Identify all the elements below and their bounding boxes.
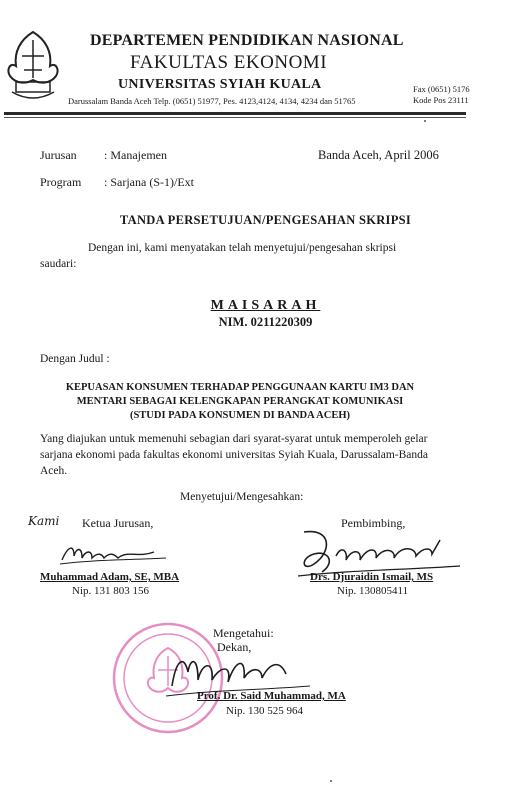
left-signatory-nip: Nip. 131 803 156	[72, 585, 149, 597]
student-name: MAISARAH	[210, 298, 321, 313]
student-nim: NIM. 0211220309	[218, 315, 313, 329]
letterhead-university: UNIVERSITAS SYIAH KUALA	[118, 77, 322, 92]
purpose-line3: Aceh.	[40, 465, 68, 477]
thesis-title	[40, 381, 440, 423]
left-signatory-name: Muhammad Adam, SE, MBA	[40, 571, 180, 583]
intro-text-cont: saudari:	[40, 258, 77, 270]
thesis-title-line2: MENTARI SEBAGAI KELENGKAPAN PERANGKAT KOMUNIKASI	[76, 396, 404, 407]
postal-code: Kode Pos 23111	[413, 95, 469, 105]
header-rule	[4, 112, 466, 115]
left-role: Ketua Jurusan,	[82, 516, 154, 530]
purpose-line1: Yang diajukan untuk memenuhi sebagian dari syarat-syarat untuk memperoleh gelar	[40, 433, 428, 445]
scan-speck	[424, 120, 426, 122]
jurusan-label: Jurusan	[40, 148, 77, 162]
dean-label-acknowledge: Mengetahui:	[213, 626, 274, 640]
letter-date: Banda Aceh, April 2006	[318, 148, 439, 162]
left-signature	[58, 538, 168, 568]
dean-name: Prof. Dr. Said Muhammad, MA	[197, 690, 346, 702]
letterhead-faculty: FAKULTAS EKONOMI	[130, 52, 328, 73]
letterhead-contact	[413, 84, 470, 106]
document-title: TANDA PERSETUJUAN/PENGESAHAN SKRIPSI	[119, 213, 412, 227]
university-logo	[2, 26, 64, 104]
fax-number: Fax (0651) 5176	[413, 84, 470, 94]
program-value: : Sarjana (S-1)/Ext	[104, 175, 194, 189]
header-rule-thin	[4, 117, 466, 118]
judul-label: Dengan Judul :	[40, 353, 110, 365]
thesis-title-line3: (STUDI PADA KONSUMEN DI BANDA ACEH)	[129, 410, 351, 421]
right-signatory-nip: Nip. 130805411	[337, 585, 409, 597]
scan-speck	[330, 780, 332, 782]
dean-label-title: Dekan,	[217, 640, 252, 654]
right-signatory-name: Drs. Djuraidin Ismail, MS	[310, 571, 434, 583]
program-label: Program	[40, 175, 82, 189]
dean-nip: Nip. 130 525 964	[226, 705, 303, 717]
approval-heading: Menyetujui/Mengesahkan:	[180, 491, 304, 503]
left-role-prefix: Kami	[28, 514, 60, 528]
purpose-line2: sarjana ekonomi pada fakultas ekonomi universitas Syiah Kuala, Darussalam-Banda	[40, 449, 429, 461]
right-role: Pembimbing,	[341, 516, 406, 530]
purpose-text	[40, 431, 460, 479]
letterhead-ministry: DEPARTEMEN PENDIDIKAN NASIONAL	[90, 32, 404, 49]
jurusan-value: : Manajemen	[104, 148, 167, 162]
intro-text: Dengan ini, kami menyatakan telah menyetujui/pengesahan skripsi	[88, 242, 397, 254]
thesis-title-line1: KEPUASAN KONSUMEN TERHADAP PENGGUNAAN KARTU IM3 DAN	[65, 382, 415, 393]
letterhead-address: Darussalam Banda Aceh Telp. (0651) 51977, Pes. 4123,4124, 4134, 4234 dan 51765	[68, 96, 356, 106]
